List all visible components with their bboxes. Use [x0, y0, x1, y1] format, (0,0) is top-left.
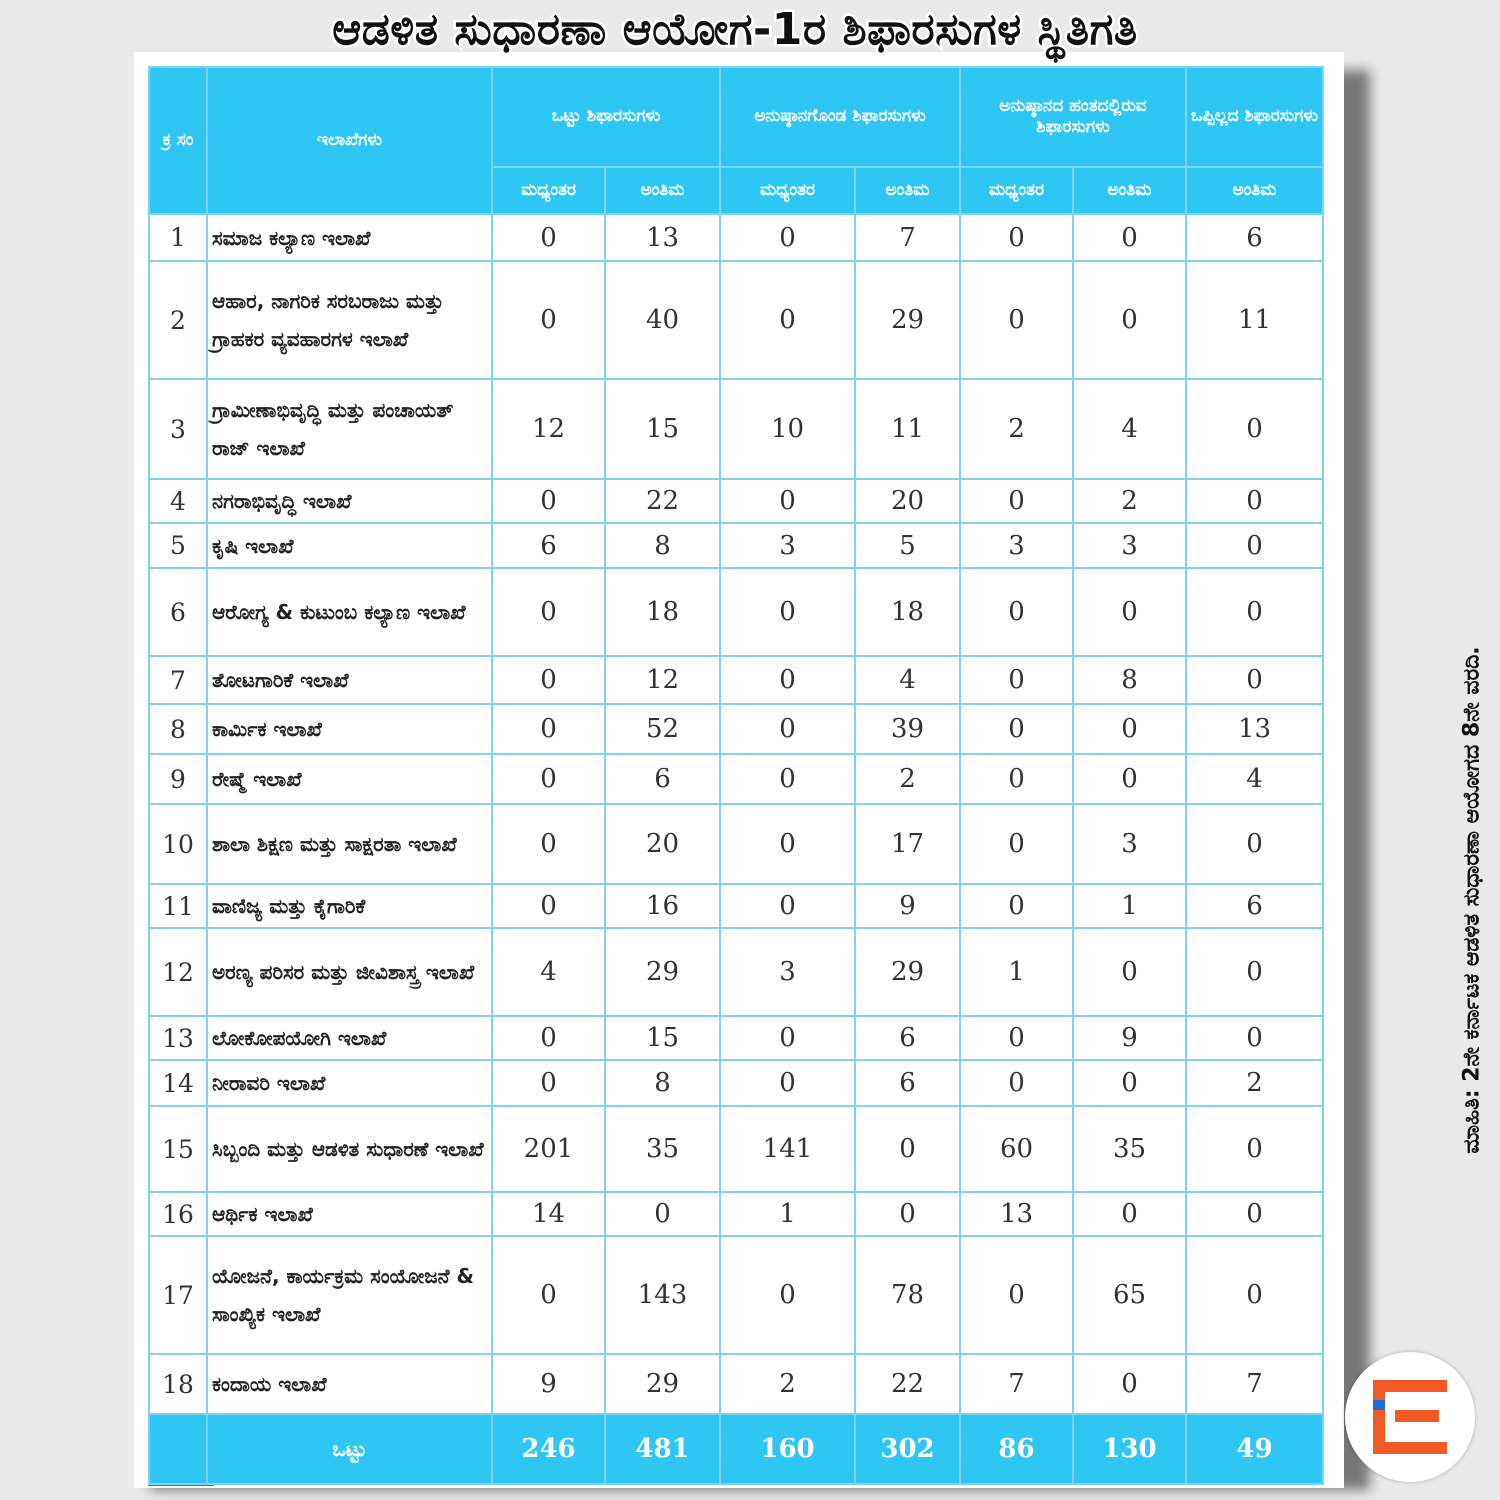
row-value: 0 — [1186, 523, 1323, 568]
table-row — [149, 568, 1323, 656]
row-value: 6 — [1186, 214, 1323, 261]
row-value: 18 — [855, 568, 960, 656]
row-value: 3 — [1073, 804, 1186, 884]
row-value: 8 — [605, 1060, 720, 1106]
brand-logo — [1345, 1352, 1475, 1482]
row-value: 7 — [855, 214, 960, 261]
table-row — [149, 1060, 1323, 1106]
total-row — [149, 1414, 1323, 1484]
table-row — [149, 379, 1323, 479]
row-value: 0 — [960, 1236, 1073, 1354]
row-value: 1 — [960, 928, 1073, 1016]
row-serial: 10 — [149, 804, 207, 884]
row-value: 6 — [492, 523, 605, 568]
row-serial: 11 — [149, 884, 207, 928]
total-value: 130 — [1073, 1414, 1186, 1484]
row-value: 29 — [605, 928, 720, 1016]
row-department: ತೋಟಗಾರಿಕೆ ಇಲಾಖೆ — [207, 656, 492, 704]
row-value: 0 — [1186, 1192, 1323, 1236]
row-value: 4 — [492, 928, 605, 1016]
row-value: 0 — [960, 1060, 1073, 1106]
row-value: 22 — [605, 479, 720, 523]
row-value: 0 — [1186, 379, 1323, 479]
header-in-progress: ಅನುಷ್ಠಾನದ ಹಂತದಲ್ಲಿರುವ ಶಿಫಾರಸುಗಳು — [960, 67, 1186, 167]
row-value: 0 — [960, 568, 1073, 656]
subheader-prog-interim: ಮಧ್ಯಂತರ — [960, 167, 1073, 214]
row-value: 0 — [492, 1016, 605, 1060]
table-row — [149, 804, 1323, 884]
row-serial: 18 — [149, 1354, 207, 1414]
row-value: 0 — [492, 804, 605, 884]
recommendations-table — [148, 66, 1324, 1485]
row-department: ಲೋಕೋಪಯೋಗಿ ಇಲಾಖೆ — [207, 1016, 492, 1060]
total-value: 49 — [1186, 1414, 1323, 1484]
row-department: ಆಹಾರ, ನಾಗರಿಕ ಸರಬರಾಜು ಮತ್ತು ಗ್ರಾಹಕರ ವ್ಯವಹಾರಗಳ ಇಲಾಖೆ — [207, 261, 492, 379]
row-value: 6 — [855, 1060, 960, 1106]
row-value: 0 — [720, 704, 855, 754]
header-implemented: ಅನುಷ್ಠಾನಗೊಂಡ ಶಿಫಾರಸುಗಳು — [720, 67, 960, 167]
row-value: 15 — [605, 1016, 720, 1060]
row-value: 3 — [1073, 523, 1186, 568]
row-value: 3 — [960, 523, 1073, 568]
subheader-not-final: ಅಂತಿಮ — [1186, 167, 1323, 214]
subheader-total-interim: ಮಧ್ಯಂತರ — [492, 167, 605, 214]
row-value: 3 — [720, 928, 855, 1016]
row-value: 0 — [492, 884, 605, 928]
row-serial: 7 — [149, 656, 207, 704]
row-value: 0 — [960, 704, 1073, 754]
table-row — [149, 479, 1323, 523]
row-department: ಕಂದಾಯ ಇಲಾಖೆ — [207, 1354, 492, 1414]
row-value: 12 — [605, 656, 720, 704]
row-serial: 2 — [149, 261, 207, 379]
table-row — [149, 261, 1323, 379]
row-value: 4 — [1073, 379, 1186, 479]
row-value: 65 — [1073, 1236, 1186, 1354]
row-value: 13 — [605, 214, 720, 261]
row-value: 0 — [1073, 1354, 1186, 1414]
table-row — [149, 656, 1323, 704]
row-value: 10 — [720, 379, 855, 479]
row-serial: 4 — [149, 479, 207, 523]
row-value: 1 — [720, 1192, 855, 1236]
row-value: 2 — [855, 754, 960, 804]
row-value: 0 — [720, 1060, 855, 1106]
row-value: 0 — [1073, 214, 1186, 261]
table-row — [149, 523, 1323, 568]
row-department: ಗ್ರಾಮೀಣಾಭಿವೃದ್ಧಿ ಮತ್ತು ಪಂಚಾಯತ್ ರಾಜ್ ಇಲಾಖೆ — [207, 379, 492, 479]
row-value: 2 — [1186, 1060, 1323, 1106]
row-value: 0 — [1186, 1106, 1323, 1192]
row-department: ಕಾರ್ಮಿಕ ಇಲಾಖೆ — [207, 704, 492, 754]
row-serial: 8 — [149, 704, 207, 754]
table-body — [149, 214, 1323, 1484]
row-value: 8 — [605, 523, 720, 568]
row-value: 0 — [855, 1106, 960, 1192]
row-serial: 17 — [149, 1236, 207, 1354]
row-value: 0 — [1073, 568, 1186, 656]
row-value: 0 — [720, 1016, 855, 1060]
row-serial: 3 — [149, 379, 207, 479]
subheader-impl-final: ಅಂತಿಮ — [855, 167, 960, 214]
row-department: ಆರೋಗ್ಯ & ಕುಟುಂಬ ಕಲ್ಯಾಣ ಇಲಾಖೆ — [207, 568, 492, 656]
subheader-prog-final: ಅಂತಿಮ — [1073, 167, 1186, 214]
row-value: 3 — [720, 523, 855, 568]
row-value: 0 — [1186, 1236, 1323, 1354]
table-row — [149, 884, 1323, 928]
row-value: 0 — [720, 1236, 855, 1354]
row-department: ಯೋಜನೆ, ಕಾರ್ಯಕ್ರಮ ಸಂಯೋಜನೆ & ಸಾಂಖ್ಯಿಕ ಇಲಾಖೆ — [207, 1236, 492, 1354]
row-value: 78 — [855, 1236, 960, 1354]
row-value: 1 — [1073, 884, 1186, 928]
row-value: 0 — [720, 804, 855, 884]
row-value: 16 — [605, 884, 720, 928]
total-value: 302 — [855, 1414, 960, 1484]
row-department: ಆರ್ಥಿಕ ಇಲಾಖೆ — [207, 1192, 492, 1236]
row-value: 52 — [605, 704, 720, 754]
row-value: 0 — [720, 214, 855, 261]
row-value: 20 — [605, 804, 720, 884]
row-serial: 16 — [149, 1192, 207, 1236]
row-value: 18 — [605, 568, 720, 656]
row-value: 0 — [960, 804, 1073, 884]
row-value: 11 — [1186, 261, 1323, 379]
total-value: 160 — [720, 1414, 855, 1484]
row-department: ಸಿಬ್ಬಂದಿ ಮತ್ತು ಆಡಳಿತ ಸುಧಾರಣೆ ಇಲಾಖೆ — [207, 1106, 492, 1192]
row-value: 0 — [492, 214, 605, 261]
row-value: 0 — [1186, 568, 1323, 656]
row-value: 0 — [720, 568, 855, 656]
row-serial: 12 — [149, 928, 207, 1016]
row-department: ವಾಣಿಜ್ಯ ಮತ್ತು ಕೈಗಾರಿಕೆ — [207, 884, 492, 928]
total-value: 86 — [960, 1414, 1073, 1484]
header-department: ಇಲಾಖೆಗಳು — [207, 67, 492, 214]
row-serial: 1 — [149, 214, 207, 261]
row-value: 9 — [1073, 1016, 1186, 1060]
row-serial: 9 — [149, 754, 207, 804]
row-value: 0 — [1186, 479, 1323, 523]
row-value: 6 — [605, 754, 720, 804]
table-row — [149, 754, 1323, 804]
row-value: 0 — [855, 1192, 960, 1236]
row-value: 201 — [492, 1106, 605, 1192]
row-value: 0 — [720, 479, 855, 523]
page-title: ಆಡಳಿತ ಸುಧಾರಣಾ ಆಯೋಗ-1ರ ಶಿಫಾರಸುಗಳ ಸ್ಥಿತಿಗತಿ — [332, 4, 1138, 55]
row-value: 35 — [1073, 1106, 1186, 1192]
row-value: 0 — [492, 568, 605, 656]
row-value: 0 — [960, 754, 1073, 804]
table-row — [149, 1106, 1323, 1192]
row-value: 12 — [492, 379, 605, 479]
row-department: ನಗರಾಭಿವೃದ್ಧಿ ಇಲಾಖೆ — [207, 479, 492, 523]
row-value: 0 — [492, 656, 605, 704]
row-value: 0 — [1186, 804, 1323, 884]
table-row — [149, 1236, 1323, 1354]
row-value: 2 — [720, 1354, 855, 1414]
row-value: 141 — [720, 1106, 855, 1192]
row-value: 5 — [855, 523, 960, 568]
row-serial: 5 — [149, 523, 207, 568]
table-row — [149, 1192, 1323, 1236]
row-value: 8 — [1073, 656, 1186, 704]
row-value: 0 — [960, 656, 1073, 704]
subheader-total-final: ಅಂತಿಮ — [605, 167, 720, 214]
row-value: 0 — [1073, 754, 1186, 804]
row-value: 14 — [492, 1192, 605, 1236]
row-value: 0 — [720, 261, 855, 379]
total-value: 246 — [492, 1414, 605, 1484]
row-value: 29 — [855, 261, 960, 379]
row-department: ಶಾಲಾ ಶಿಕ್ಷಣ ಮತ್ತು ಸಾಕ್ಷರತಾ ಇಲಾಖೆ — [207, 804, 492, 884]
row-value: 22 — [855, 1354, 960, 1414]
row-value: 7 — [960, 1354, 1073, 1414]
row-value: 0 — [1073, 1192, 1186, 1236]
row-department: ಸಮಾಜ ಕಲ್ಯಾಣ ಇಲಾಖೆ — [207, 214, 492, 261]
e-logo-icon — [1365, 1372, 1455, 1462]
row-serial: 14 — [149, 1060, 207, 1106]
row-value: 40 — [605, 261, 720, 379]
row-value: 39 — [855, 704, 960, 754]
row-value: 29 — [605, 1354, 720, 1414]
table-row — [149, 928, 1323, 1016]
row-value: 13 — [960, 1192, 1073, 1236]
table-row — [149, 1354, 1323, 1414]
source-note: ಮಾಹಿತಿ: 2ನೇ ಕರ್ನಾಟಕ ಆಡಳಿತ ಸುಧಾರಣಾ ಆಯೋಗದ 8ನೇ ವರದಿ. — [1459, 646, 1485, 1154]
header-serial: ಕ್ರ ಸಂ — [149, 67, 207, 214]
row-value: 0 — [1073, 1060, 1186, 1106]
row-value: 0 — [960, 214, 1073, 261]
row-value: 11 — [855, 379, 960, 479]
row-value: 0 — [605, 1192, 720, 1236]
row-serial: 13 — [149, 1016, 207, 1060]
row-value: 60 — [960, 1106, 1073, 1192]
row-serial: 6 — [149, 568, 207, 656]
header-total-recommendations: ಒಟ್ಟು ಶಿಫಾರಸುಗಳು — [492, 67, 720, 167]
row-serial: 15 — [149, 1106, 207, 1192]
row-value: 0 — [492, 704, 605, 754]
row-value: 9 — [492, 1354, 605, 1414]
row-value: 0 — [492, 1060, 605, 1106]
row-value: 0 — [960, 479, 1073, 523]
row-value: 20 — [855, 479, 960, 523]
row-value: 0 — [960, 884, 1073, 928]
total-label: ಒಟ್ಟು — [207, 1414, 492, 1484]
row-value: 0 — [492, 479, 605, 523]
total-value: 481 — [605, 1414, 720, 1484]
row-department: ರೇಷ್ಮೆ ಇಲಾಖೆ — [207, 754, 492, 804]
row-value: 0 — [1073, 704, 1186, 754]
row-value: 7 — [1186, 1354, 1323, 1414]
row-value: 29 — [855, 928, 960, 1016]
row-value: 13 — [1186, 704, 1323, 754]
row-value: 2 — [1073, 479, 1186, 523]
header-not-accepted: ಒಪ್ಪಿಲ್ಲದ ಶಿಫಾರಸುಗಳು — [1186, 67, 1323, 167]
row-department: ಅರಣ್ಯ ಪರಿಸರ ಮತ್ತು ಜೀವಿಶಾಸ್ತ್ರ ಇಲಾಖೆ — [207, 928, 492, 1016]
row-value: 35 — [605, 1106, 720, 1192]
table-row — [149, 704, 1323, 754]
total-blank-cell — [149, 1414, 207, 1484]
row-value: 143 — [605, 1236, 720, 1354]
row-value: 9 — [855, 884, 960, 928]
row-value: 0 — [1186, 928, 1323, 1016]
row-value: 4 — [855, 656, 960, 704]
row-value: 0 — [960, 261, 1073, 379]
row-value: 0 — [492, 261, 605, 379]
row-value: 0 — [720, 884, 855, 928]
row-value: 0 — [492, 754, 605, 804]
row-value: 0 — [1073, 261, 1186, 379]
row-value: 0 — [720, 754, 855, 804]
row-value: 6 — [855, 1016, 960, 1060]
row-value: 2 — [960, 379, 1073, 479]
row-value: 6 — [1186, 884, 1323, 928]
subheader-impl-interim: ಮಧ್ಯಂತರ — [720, 167, 855, 214]
row-value: 0 — [960, 1016, 1073, 1060]
row-value: 0 — [1186, 1016, 1323, 1060]
table-row — [149, 1016, 1323, 1060]
row-value: 4 — [1186, 754, 1323, 804]
row-value: 15 — [605, 379, 720, 479]
table-row — [149, 214, 1323, 261]
row-department: ನೀರಾವರಿ ಇಲಾಖೆ — [207, 1060, 492, 1106]
row-value: 17 — [855, 804, 960, 884]
row-value: 0 — [720, 656, 855, 704]
row-department: ಕೃಷಿ ಇಲಾಖೆ — [207, 523, 492, 568]
row-value: 0 — [492, 1236, 605, 1354]
row-value: 0 — [1073, 928, 1186, 1016]
row-value: 0 — [1186, 656, 1323, 704]
